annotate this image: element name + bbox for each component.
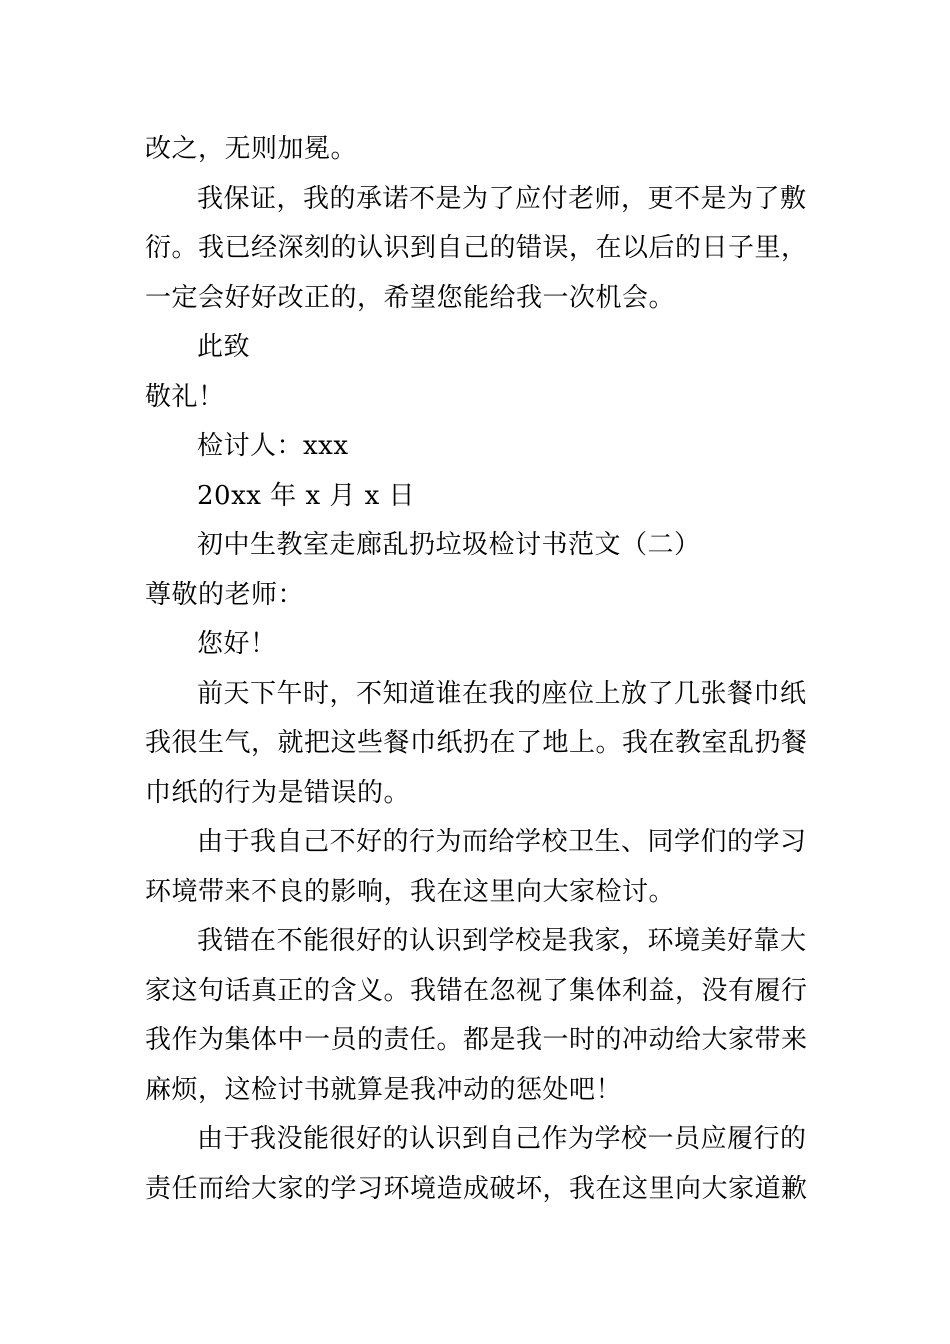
text-line: 巾纸的行为是错误的。 [145,777,411,808]
text-line: 我很生气，就把这些餐巾纸扔在了地上。我在教室乱扔餐 [145,728,808,758]
text-line: 我保证，我的承诺不是为了应付老师，更不是为了敷 [197,183,807,214]
text-line: 衍。我已经深刻的认识到自己的错误，在以后的日子里， [145,233,808,263]
text-line: 麻烦，这检讨书就算是我冲动的惩处吧！ [145,1074,623,1105]
text-line: 此致 [197,332,251,362]
text-line: 环境带来不良的影响，我在这里向大家检讨。 [145,876,676,907]
text-line: 初中生教室走廊乱扔垃圾检讨书范文（二） [197,530,701,560]
text-line: 一定会好好改正的，希望您能给我一次机会。 [145,282,676,313]
text-line: 家这句话真正的含义。我错在忽视了集体利益，没有履行 [145,975,808,1006]
text-line: 检讨人：xxx [197,431,349,461]
text-line: 由于我没能很好的认识到自己作为学校一员应履行的 [197,1124,807,1154]
text-line: 前天下午时，不知道谁在我的座位上放了几张餐巾纸 [197,678,807,709]
text-line: 由于我自己不好的行为而给学校卫生、同学们的学习 [197,827,807,857]
text-line: 改之，无则加冕。 [145,134,358,164]
text-line: 您好！ [197,629,277,659]
text-line: 20xx 年 x 月 x 日 [197,480,416,511]
text-line: 敬礼！ [145,381,225,412]
text-line: 我作为集体中一员的责任。都是我一时的冲动给大家带来 [145,1025,808,1055]
text-line: 尊敬的老师： [145,579,305,610]
text-line: 责任而给大家的学习环境造成破坏，我在这里向大家道歉 [145,1173,808,1204]
text-line: 我错在不能很好的认识到学校是我家，环境美好靠大 [197,926,807,956]
document-body [145,125,810,1214]
